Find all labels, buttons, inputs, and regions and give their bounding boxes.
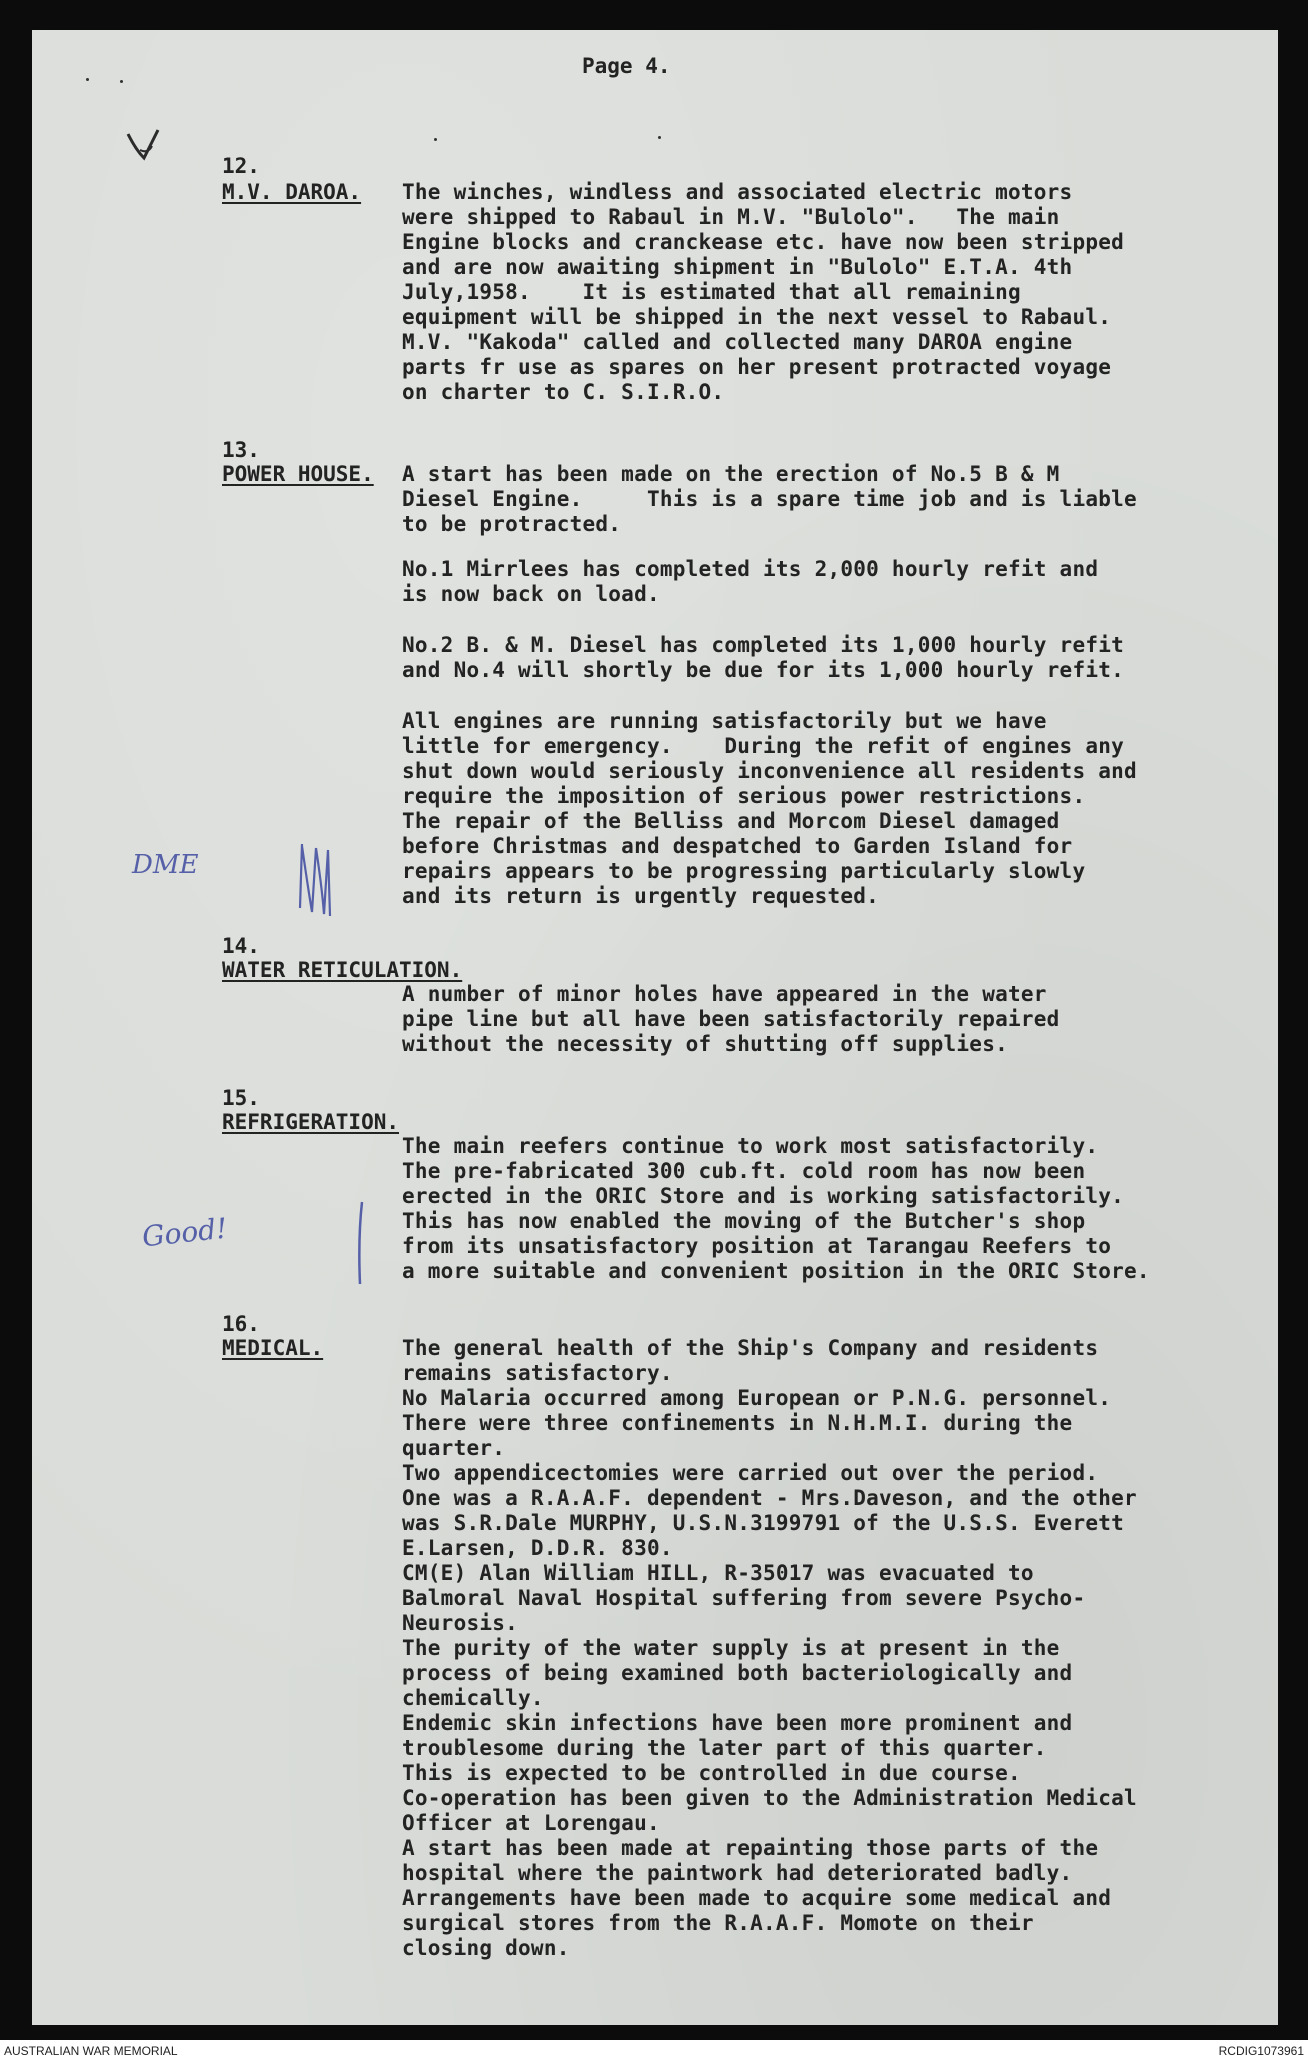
- section-number: 14.: [222, 934, 260, 958]
- paper-speck: [434, 138, 437, 141]
- archive-reference: RCDIG1073961: [1218, 2044, 1304, 2058]
- archive-credit: AUSTRALIAN WAR MEMORIAL: [4, 2044, 178, 2058]
- section-number: 13.: [222, 438, 260, 462]
- section-paragraph: The winches, windless and associated electric motors were shipped to Rabaul in M.V. "Bulolo". The main Engine blocks and cranckease etc. have now been stripped and are now awaiting shipment in "Bulolo" E.T.A. 4th July,1958. It is estimated that all remaining equipment will be shipped in the next vessel to Rabaul. M.V. "Kakoda" called and collected many DAROA engine parts fr use as spares on her present protracted voyage on charter to C. S.I.R.O.: [402, 180, 1125, 404]
- paper-speck: [658, 136, 661, 139]
- section-paragraph: The main reefers continue to work most satisfactorily. The pre-fabricated 300 cub.ft. cold room has now been erected in the ORIC Store and is working satisfactorily. This has now enabled the moving of the Butcher's shop from its unsatisfactory position at Tarangau Reefers to a more suitable and convenient position in the ORIC Store.: [402, 1134, 1150, 1283]
- pencil-tick-mark: [122, 120, 172, 170]
- section-heading: M.V. DAROA.: [222, 180, 362, 204]
- section-heading: WATER RETICULATION.: [222, 958, 463, 982]
- section-heading: POWER HOUSE.: [222, 462, 374, 486]
- section-number: 12.: [222, 154, 260, 178]
- pencil-margin-line: [350, 1198, 370, 1288]
- document-page: [32, 30, 1278, 2025]
- handwritten-annotation-dme: DME: [132, 850, 199, 880]
- section-heading: REFRIGERATION.: [222, 1110, 400, 1134]
- section-heading: MEDICAL.: [222, 1336, 324, 1360]
- section-paragraph: All engines are running satisfactorily but we have little for emergency. During the refit of engines any shut down would seriously inconvenience all residents and require the imposition of serious power restrictions. The repair of the Belliss and Morcom Diesel damaged before Christmas and despatched to Garden Island for repairs appears to be progressing particularly slowly and its return is urgently requested.: [402, 709, 1137, 908]
- section-number: 15.: [222, 1086, 260, 1110]
- section-paragraph: No.1 Mirrlees has completed its 2,000 hourly refit and is now back on load.: [402, 557, 1099, 606]
- paper-speck: [120, 80, 123, 83]
- section-paragraph: No.2 B. & M. Diesel has completed its 1,000 hourly refit and No.4 will shortly be due for its 1,000 hourly refit.: [402, 633, 1125, 682]
- archive-footer: [0, 2040, 1308, 2061]
- section-number: 16.: [222, 1312, 260, 1336]
- paper-speck: [86, 78, 89, 81]
- pencil-margin-mark: [294, 838, 340, 924]
- page-number: Page 4.: [582, 54, 671, 78]
- section-paragraph: The general health of the Ship's Company and residents remains satisfactory. No Malaria occurred among European or P.N.G. personnel. There were three confinements in N.H.M.I. during the quarter. Two appendicectomies were carried out over the period. One was a R.A.A.F. dependent - Mrs.Daveson, and the other was S.R.Dale MURPHY, U.S.N.3199791 of the U.S.S. Everett E.Larsen, D.D.R. 830. CM(E) Alan William HILL, R-35017 was evacuated to Balmoral Naval Hospital suffering from severe Psycho- Neurosis. The purity of the water supply is at present in the process of being examined both bacteriologically and chemically. Endemic skin infections have been more prominent and troublesome during the later part of this quarter. This is expected to be controlled in due course. Co-operation has been given to the Administration Medical Officer at Lorengau. A start has been made at repainting those parts of the hospital where the paintwork had deteriorated badly. Arrangements have been made to acquire some medical and surgical stores from the R.A.A.F. Momote on their closing down.: [402, 1336, 1137, 1960]
- section-paragraph: A number of minor holes have appeared in the water pipe line but all have been satisfactorily repaired without the necessity of shutting off supplies.: [402, 982, 1060, 1056]
- handwritten-annotation-good: Good!: [140, 1211, 229, 1254]
- section-paragraph: A start has been made on the erection of No.5 B & M Diesel Engine. This is a spare time job and is liable to be protracted.: [402, 462, 1137, 536]
